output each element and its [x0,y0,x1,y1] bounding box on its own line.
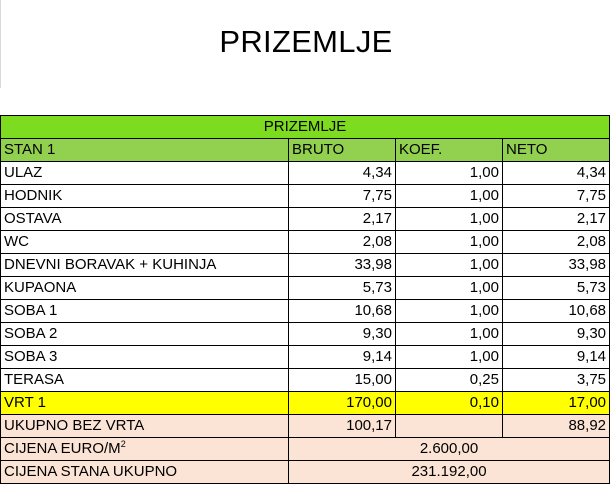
cell-koef[interactable]: 1,00 [396,346,503,369]
table-row [1,208,610,231]
garden-koef-cell[interactable]: 0,10 [396,392,503,415]
cell-koef[interactable]: 1,00 [396,300,503,323]
garden-bruto-cell[interactable]: 170,00 [289,392,396,415]
cell-name[interactable]: WC [1,231,289,254]
cell-neto[interactable]: 5,73 [503,277,610,300]
cell-bruto[interactable]: 2,17 [289,208,396,231]
price-label-cell[interactable] [1,438,289,461]
total-price-value-cell[interactable]: 231.192,00 [289,461,610,484]
section-title-cell[interactable]: PRIZEMLJE [1,116,610,139]
table-row [1,300,610,323]
title-area [0,0,611,88]
cell-bruto[interactable]: 2,08 [289,231,396,254]
cell-name[interactable]: HODNIK [1,185,289,208]
cell-neto[interactable]: 7,75 [503,185,610,208]
cell-bruto[interactable]: 5,73 [289,277,396,300]
cell-bruto[interactable]: 4,34 [289,162,396,185]
cell-koef[interactable]: 1,00 [396,231,503,254]
cell-bruto[interactable]: 10,68 [289,300,396,323]
cell-name[interactable]: TERASA [1,369,289,392]
table-row [1,323,610,346]
cell-koef[interactable]: 1,00 [396,208,503,231]
table-row [1,369,610,392]
cell-name[interactable]: SOBA 2 [1,323,289,346]
table-row [1,162,610,185]
cell-neto[interactable]: 2,17 [503,208,610,231]
table-row [1,231,610,254]
cell-name[interactable]: SOBA 3 [1,346,289,369]
cell-koef[interactable]: 1,00 [396,185,503,208]
price-label-superscript: 2 [120,439,126,449]
price-label-text: CIJENA EURO/M [4,440,121,457]
cell-koef[interactable]: 1,00 [396,162,503,185]
cell-koef[interactable]: 0,25 [396,369,503,392]
cell-neto[interactable]: 3,75 [503,369,610,392]
cell-neto[interactable]: 4,34 [503,162,610,185]
page-title: PRIZEMLJE [219,24,393,59]
header-cell-stan[interactable]: STAN 1 [1,139,289,162]
table-row [1,277,610,300]
cell-bruto[interactable]: 9,14 [289,346,396,369]
cell-koef[interactable]: 1,00 [396,277,503,300]
cell-neto[interactable]: 2,08 [503,231,610,254]
table-row [1,254,610,277]
total-bruto-cell[interactable]: 100,17 [289,415,396,438]
header-cell-koef[interactable]: KOEF. [396,139,503,162]
table-row [1,185,610,208]
header-cell-neto[interactable]: NETO [503,139,610,162]
cell-neto[interactable]: 10,68 [503,300,610,323]
total-row [1,415,610,438]
cell-name[interactable]: SOBA 1 [1,300,289,323]
total-neto-cell[interactable]: 88,92 [503,415,610,438]
cell-neto[interactable]: 9,30 [503,323,610,346]
total-price-row [1,461,610,484]
cell-bruto[interactable]: 15,00 [289,369,396,392]
cell-koef[interactable]: 1,00 [396,323,503,346]
header-row [1,139,610,162]
total-koef-cell[interactable] [396,415,503,438]
cell-bruto[interactable]: 33,98 [289,254,396,277]
section-title-row [1,116,610,139]
cell-neto[interactable]: 9,14 [503,346,610,369]
area-table [0,115,610,484]
cell-koef[interactable]: 1,00 [396,254,503,277]
header-cell-bruto[interactable]: BRUTO [289,139,396,162]
total-name-cell[interactable]: UKUPNO BEZ VRTA [1,415,289,438]
cell-name[interactable]: DNEVNI BORAVAK + KUHINJA [1,254,289,277]
total-price-label-cell[interactable]: CIJENA STANA UKUPNO [1,461,289,484]
cell-bruto[interactable]: 9,30 [289,323,396,346]
cell-name[interactable]: KUPAONA [1,277,289,300]
price-per-m2-row [1,438,610,461]
garden-neto-cell[interactable]: 17,00 [503,392,610,415]
cell-name[interactable]: OSTAVA [1,208,289,231]
cell-bruto[interactable]: 7,75 [289,185,396,208]
table-row [1,346,610,369]
garden-name-cell[interactable]: VRT 1 [1,392,289,415]
price-value-cell[interactable]: 2.600,00 [289,438,610,461]
cell-neto[interactable]: 33,98 [503,254,610,277]
garden-row [1,392,610,415]
cell-name[interactable]: ULAZ [1,162,289,185]
